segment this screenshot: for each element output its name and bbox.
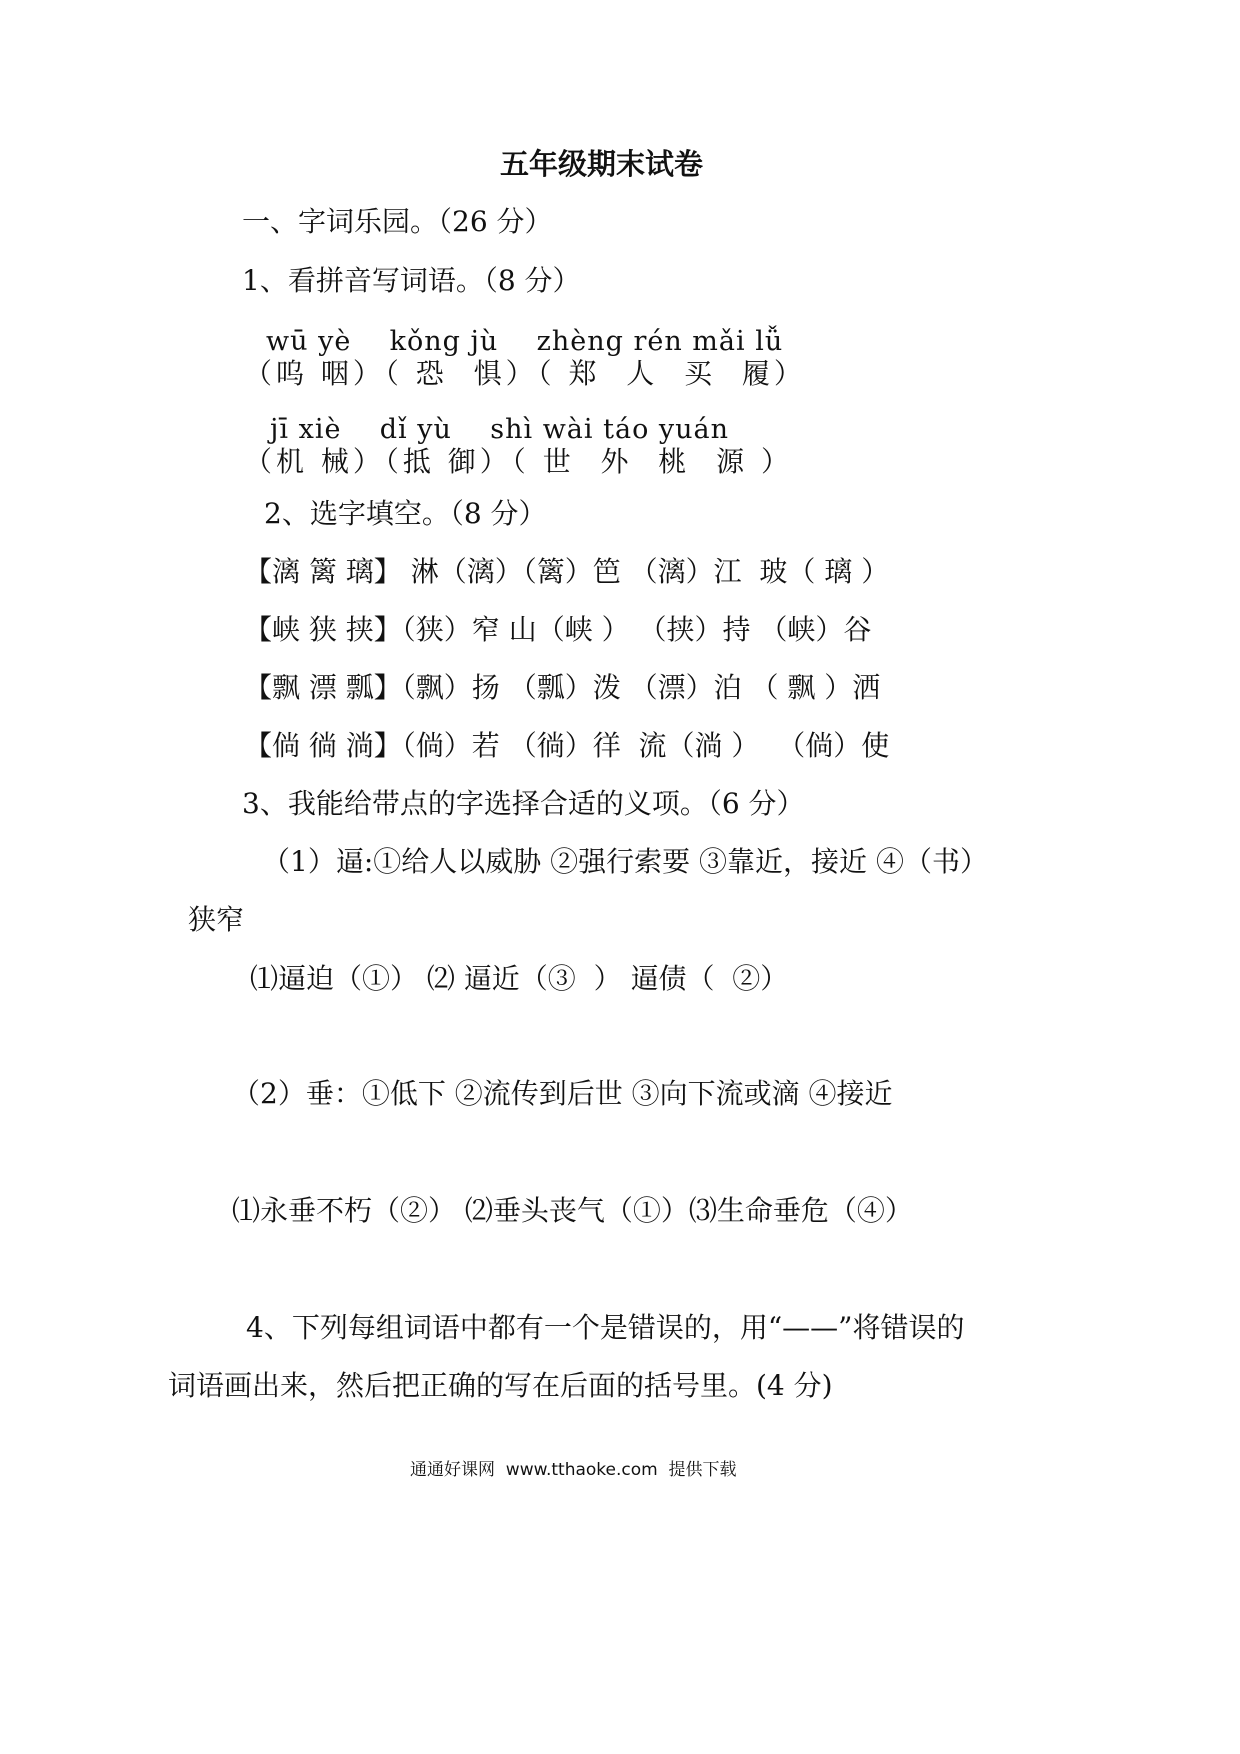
definition-1-line-1: （1）逼:①给人以威胁 ②强行索要 ③靠近，接近 ④（书） [262, 845, 988, 878]
fill-line-2: 【峡 狭 挟】（狭）窄 山（峡 ） （挟）持 （峡）谷 [244, 613, 872, 646]
fill-line-4: 【倘 徜 淌】（倘）若 （徜）徉 流（淌 ） （倘）使 [244, 729, 890, 762]
fill-line-3: 【飘 漂 瓢】（飘）扬 （瓢）泼 （漂）泊 （ 飘 ）洒 [244, 671, 881, 704]
fill-line-1: 【漓 篱 璃】 淋（漓）（篱）笆 （漓）江 玻（ 璃 ） [244, 555, 890, 588]
pinyin-row-2: jī xiè dǐ yù shì wài táo yuán [270, 414, 730, 445]
footer-credit: 通通好课网 www.tthaoke.com 提供下载 [410, 1460, 737, 1480]
question-1-heading: 1、看拼音写词语。（8 分） [242, 264, 581, 297]
question-2-heading: 2、选字填空。（8 分） [264, 497, 547, 530]
definition-1-line-2: 狭窄 [188, 903, 245, 936]
section-heading: 一、字词乐园。（26 分） [242, 205, 553, 238]
pinyin-row-1: wū yè kǒng jù zhèng rén mǎi lǚ [266, 326, 784, 357]
page-title: 五年级期末试卷 [500, 147, 704, 181]
characters-row-1: （呜 咽）（ 恐 惧）（ 郑 人 买 履） [244, 357, 806, 390]
question-4-line-2: 词语画出来，然后把正确的写在后面的括号里。(4 分) [168, 1369, 833, 1402]
characters-row-2: （机 械）（抵 御）（ 世 外 桃 源 ） [244, 445, 794, 478]
question-4-line-1: 4、下列每组词语中都有一个是错误的，用“——”将错误的 [246, 1311, 965, 1344]
definition-2: （2）垂：①低下 ②流传到后世 ③向下流或滴 ④接近 [232, 1077, 893, 1110]
question-3-heading: 3、我能给带点的字选择合适的义项。（6 分） [242, 787, 805, 820]
answers-1: ⑴逼迫（①） ⑵ 逼近（③ ） 逼债（ ②） [250, 962, 789, 995]
answers-2: ⑴永垂不朽（②） ⑵垂头丧气（①）⑶生命垂危（④） [232, 1194, 913, 1227]
